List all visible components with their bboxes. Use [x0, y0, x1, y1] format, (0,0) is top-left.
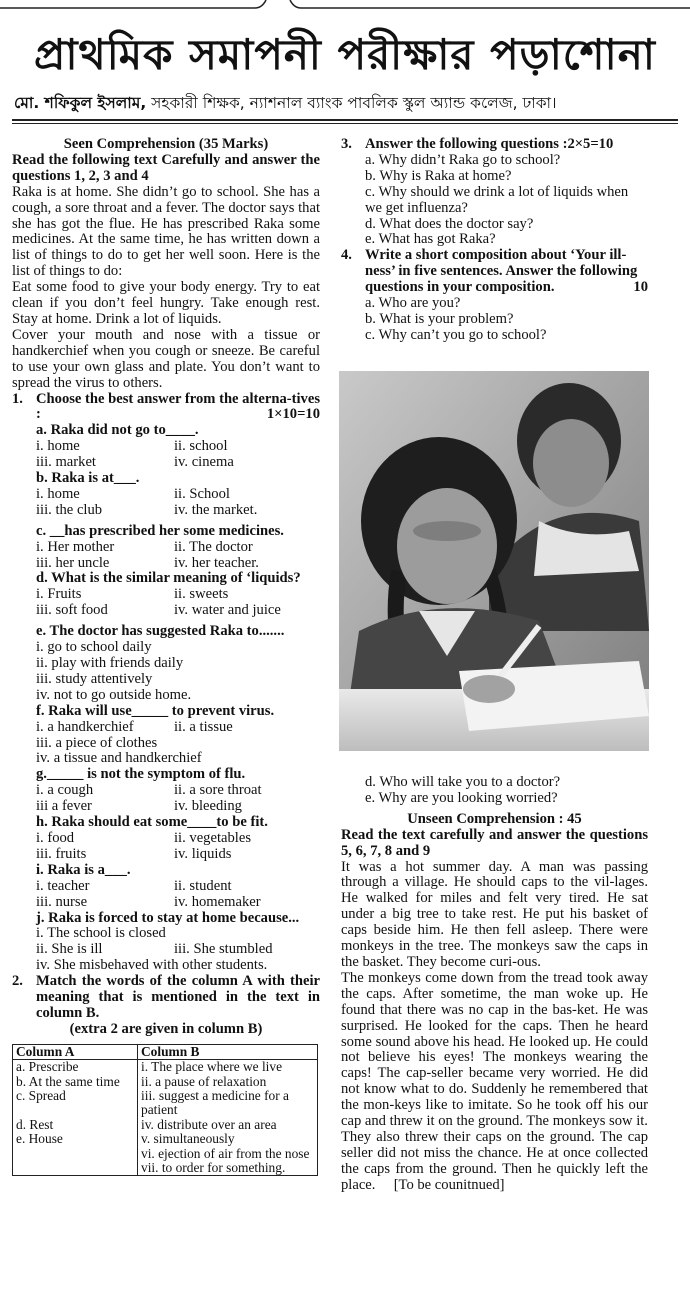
mcq-option: i. Fruits: [36, 586, 82, 603]
to-be-continued: [To be counitnued]: [393, 1176, 505, 1193]
left-column: [12, 137, 320, 1176]
mcq-option: ii. The doctor: [174, 538, 253, 555]
mcq-f: [12, 704, 320, 768]
mcq-option: iii. fruits: [36, 845, 87, 862]
seen-title: Seen Comprehension (35 Marks): [63, 136, 269, 152]
mcq-option: i. teacher: [36, 877, 90, 894]
mcq-option: iv. cinema: [174, 454, 234, 471]
seen-instruction: Read the following text Carefully and answer the questions 1, 2, 3 and 4: [12, 151, 320, 184]
mcq-option: iv. her teacher.: [174, 554, 259, 571]
column-a-cell: c. Spread: [13, 1089, 138, 1118]
question-1: [12, 392, 320, 424]
author-role: সহকারী শিক্ষক, ন্যাশনাল ব্যাংক পাবলিক স্কুল অ্যান্ড কলেজ, ঢাকা।: [146, 94, 557, 112]
question-2-number: 2.: [12, 973, 23, 990]
question-3-item: a. Why didn’t Raka go to school?: [365, 151, 561, 168]
unseen-instruction: Read the text carefully and answer the questions 5, 6, 7, 8 and 9: [341, 826, 648, 859]
column-b-cell: vi. ejection of air from the nose: [141, 1145, 310, 1161]
question-3-item: d. What does the doctor say?: [365, 215, 534, 232]
column-a-cell: e. House: [13, 1132, 138, 1146]
question-3: [341, 137, 648, 153]
mcq-option: ii. school: [174, 438, 228, 455]
mcq-option: ii. School: [174, 485, 230, 502]
mcq-option: ii. vegetables: [174, 829, 251, 846]
header-rule-thick: [12, 119, 678, 121]
seen-paragraph-2: Eat some food to give your body energy. Try to eat clean if you don’t feel hungry. Take enough rest. Stay at home. Drink a lot of liquids.: [12, 279, 320, 327]
mcq-option: iv. not to go outside home.: [36, 686, 192, 703]
question-2: [12, 974, 320, 1022]
mcq-stem: e. The doctor has suggested Raka to.......: [36, 623, 285, 640]
question-2-note: (extra 2 are given in column B): [69, 1020, 263, 1037]
question-4-marks: 10: [633, 279, 648, 296]
unseen-paragraph-3-text: They also threw their caps on the ground. The cap seller did not miss the chance. He at once collected the caps from the ground. Then he quickly left the place.: [341, 1128, 648, 1193]
right-column-top: [341, 137, 648, 344]
mcq-g: [12, 767, 320, 815]
table-row: [13, 1075, 318, 1089]
mcq-option: i. food: [36, 829, 75, 846]
mcq-stem: h. Raka should eat some____to be fit.: [36, 814, 268, 831]
column-a-cell: [13, 1161, 138, 1176]
mcq-option: ii. student: [174, 877, 232, 894]
table-row: [13, 1089, 318, 1118]
author-byline: [14, 90, 674, 116]
mcq-option: iii. her uncle: [36, 554, 110, 571]
question-4-item: a. Who are you?: [365, 295, 461, 312]
unseen-paragraph-1: It was a hot summer day. A man was passing through a village. He should caps to the vil-lages. He walked for miles and felt very tired. He sat under a big tree to take rest. He put his basket of caps beside him. He then fell asleep. There were monkeys in the tree. The monkeys saw the caps in the basket. They become curi-ous.: [341, 858, 648, 970]
mcq-option: iv. She misbehaved with other students.: [36, 957, 268, 974]
mcq-option: ii. sweets: [174, 586, 229, 603]
column-a-cell: a. Prescribe: [13, 1060, 138, 1075]
mcq-option: iv. water and juice: [174, 602, 281, 619]
question-4-item: b. What is your problem?: [365, 310, 514, 327]
mcq-option: i. home: [36, 438, 80, 455]
mcq-option: iv. liquids: [174, 845, 232, 862]
column-b-cell: vii. to order for something.: [141, 1160, 286, 1175]
mcq-stem: c. __has prescribed her some medicines.: [36, 522, 284, 539]
mcq-option: i. home: [36, 485, 80, 502]
table-row: [13, 1118, 318, 1132]
question-2-text: Match the words of the column A with their meaning that is mentioned in the text in column B.: [36, 973, 320, 1021]
question-1-marks: 1×10=10: [266, 406, 320, 423]
right-column-bottom: [341, 775, 648, 1194]
column-b-cell: iv. distribute over an area: [141, 1116, 277, 1132]
students-writing-photo: [339, 371, 649, 751]
mcq-stem: a. Raka did not go to____.: [36, 422, 199, 439]
mcq-j: [12, 911, 320, 975]
question-3-number: 3.: [341, 136, 352, 152]
top-frame-border: [0, 0, 690, 14]
unseen-paragraph-3: [341, 1130, 648, 1194]
page-headline: প্রাথমিক সমাপনী পরীক্ষার পড়াশোনা: [34, 30, 656, 79]
mcq-option: i. The school is closed: [36, 925, 166, 942]
question-4-text: Write a short composition about ‘Your ill-ness’ in five sentences. Answer the following questions in your composition.: [365, 247, 638, 296]
column-a-cell: [13, 1147, 138, 1161]
mcq-stem: j. Raka is forced to stay at home because...: [36, 909, 300, 926]
question-4-number: 4.: [341, 247, 352, 264]
mcq-a: [12, 423, 320, 471]
mcq-option: iii. a piece of clothes: [36, 734, 158, 751]
mcq-option: iii. the club: [36, 501, 103, 518]
unseen-title: Unseen Comprehension : 45: [407, 810, 582, 827]
column-b-cell: i. The place where we live: [141, 1059, 283, 1075]
mcq-option: ii. play with friends daily: [36, 655, 184, 671]
mcq-option: iv. bleeding: [174, 798, 242, 815]
mcq-option: iv. a tissue and handkerchief: [36, 750, 202, 767]
mcq-option: i. go to school daily: [36, 639, 152, 656]
table-row: [13, 1060, 318, 1075]
mcq-option: iii. study attentively: [36, 670, 153, 687]
column-b-cell: iii. suggest a medicine for a patient: [141, 1087, 289, 1118]
mcq-option: iii. nurse: [36, 893, 88, 910]
mcq-stem: d. What is the similar meaning of ‘liquids?: [36, 570, 301, 587]
mcq-option: i. a cough: [36, 782, 94, 799]
mcq-option: i. a handkerchief: [36, 718, 134, 735]
question-4-item: e. Why are you looking worried?: [365, 789, 558, 806]
table-row: [13, 1161, 318, 1176]
mcq-option: iv. homemaker: [174, 893, 261, 910]
mcq-e: [12, 624, 320, 704]
table-row: [13, 1132, 318, 1146]
mcq-i: [12, 863, 320, 911]
mcq-d: [12, 571, 320, 619]
column-b-cell: ii. a pause of relaxation: [141, 1073, 267, 1089]
question-4: [341, 248, 648, 296]
question-3-item: b. Why is Raka at home?: [365, 167, 512, 184]
mcq-c: [12, 524, 320, 572]
question-1-text: Choose the best answer from the alterna-tives :: [36, 390, 320, 423]
column-b-cell: v. simultaneously: [141, 1131, 235, 1147]
mcq-option: iv. the market.: [174, 501, 258, 518]
match-table-header: [13, 1044, 318, 1059]
mcq-option: ii. a sore throat: [174, 782, 262, 799]
question-4-item: d. Who will take you to a doctor?: [365, 774, 561, 790]
mcq-option: ii. She is ill: [36, 941, 103, 958]
mcq-option: iii. market: [36, 454, 96, 471]
author-name: মো. শফিকুল ইসলাম,: [14, 94, 147, 112]
mcq-b: [12, 471, 320, 519]
match-table: [12, 1044, 318, 1177]
question-1-number: 1.: [12, 390, 23, 407]
mcq-stem: b. Raka is at___.: [36, 470, 140, 487]
seen-paragraph-1: Raka is at home. She didn’t go to school. She has a cough, a sore throat and a fever. The doctor says that she has got the flue. He has prescribed Raka some medicines. At the same time, he has written down a list of things to do to get her well soon. Here is the list of things to do:: [12, 183, 320, 280]
mcq-option: iii. She stumbled: [174, 941, 273, 958]
mcq-option: i. Her mother: [36, 538, 115, 555]
column-a-cell: b. At the same time: [13, 1075, 138, 1089]
question-3-item: e. What has got Raka?: [365, 231, 496, 248]
table-row: [13, 1147, 318, 1161]
column-b-header: Column B: [138, 1044, 318, 1059]
mcq-stem: i. Raka is a___.: [36, 861, 131, 878]
question-3-text: Answer the following questions :2×5=10: [365, 136, 614, 152]
column-a-header: Column A: [13, 1044, 138, 1059]
mcq-option: ii. a tissue: [174, 718, 233, 735]
mcq-stem: g._____ is not the symptom of flu.: [36, 766, 246, 783]
mcq-h: [12, 815, 320, 863]
unseen-paragraph-2: The monkeys come down from the tread took away the caps. After sometime, the man woke up. He found that there was no cap in the bas-ket. He was surprised. He looked for the caps. Then he heard some sound above his head. He looked up. He could not believe his eyes! The monkeys wearing the caps! The cap-seller became very worried. He did not know what to do. Suddenly he remembered that the mon-keys like to imitate. So he took off his our cap and threw it on the ground. The monkeys sow it.: [341, 969, 648, 1130]
mcq-option: iii a fever: [36, 798, 92, 815]
mcq-option: iii. soft food: [36, 602, 108, 619]
seen-paragraph-3: Cover your mouth and nose with a tissue or handkerchief when you cough or sneeze. Be careful to use your own glass and plate. You don’t want to spread the virus to others.: [12, 326, 320, 391]
question-4-item: c. Why can’t you go to school?: [365, 326, 547, 343]
mcq-stem: f. Raka will use_____ to prevent virus.: [36, 702, 275, 719]
question-3-item: c. Why should we drink a lot of liquids when we get influenza?: [365, 183, 629, 216]
column-a-cell: d. Rest: [13, 1118, 138, 1132]
header-rule-thin: [12, 123, 678, 124]
